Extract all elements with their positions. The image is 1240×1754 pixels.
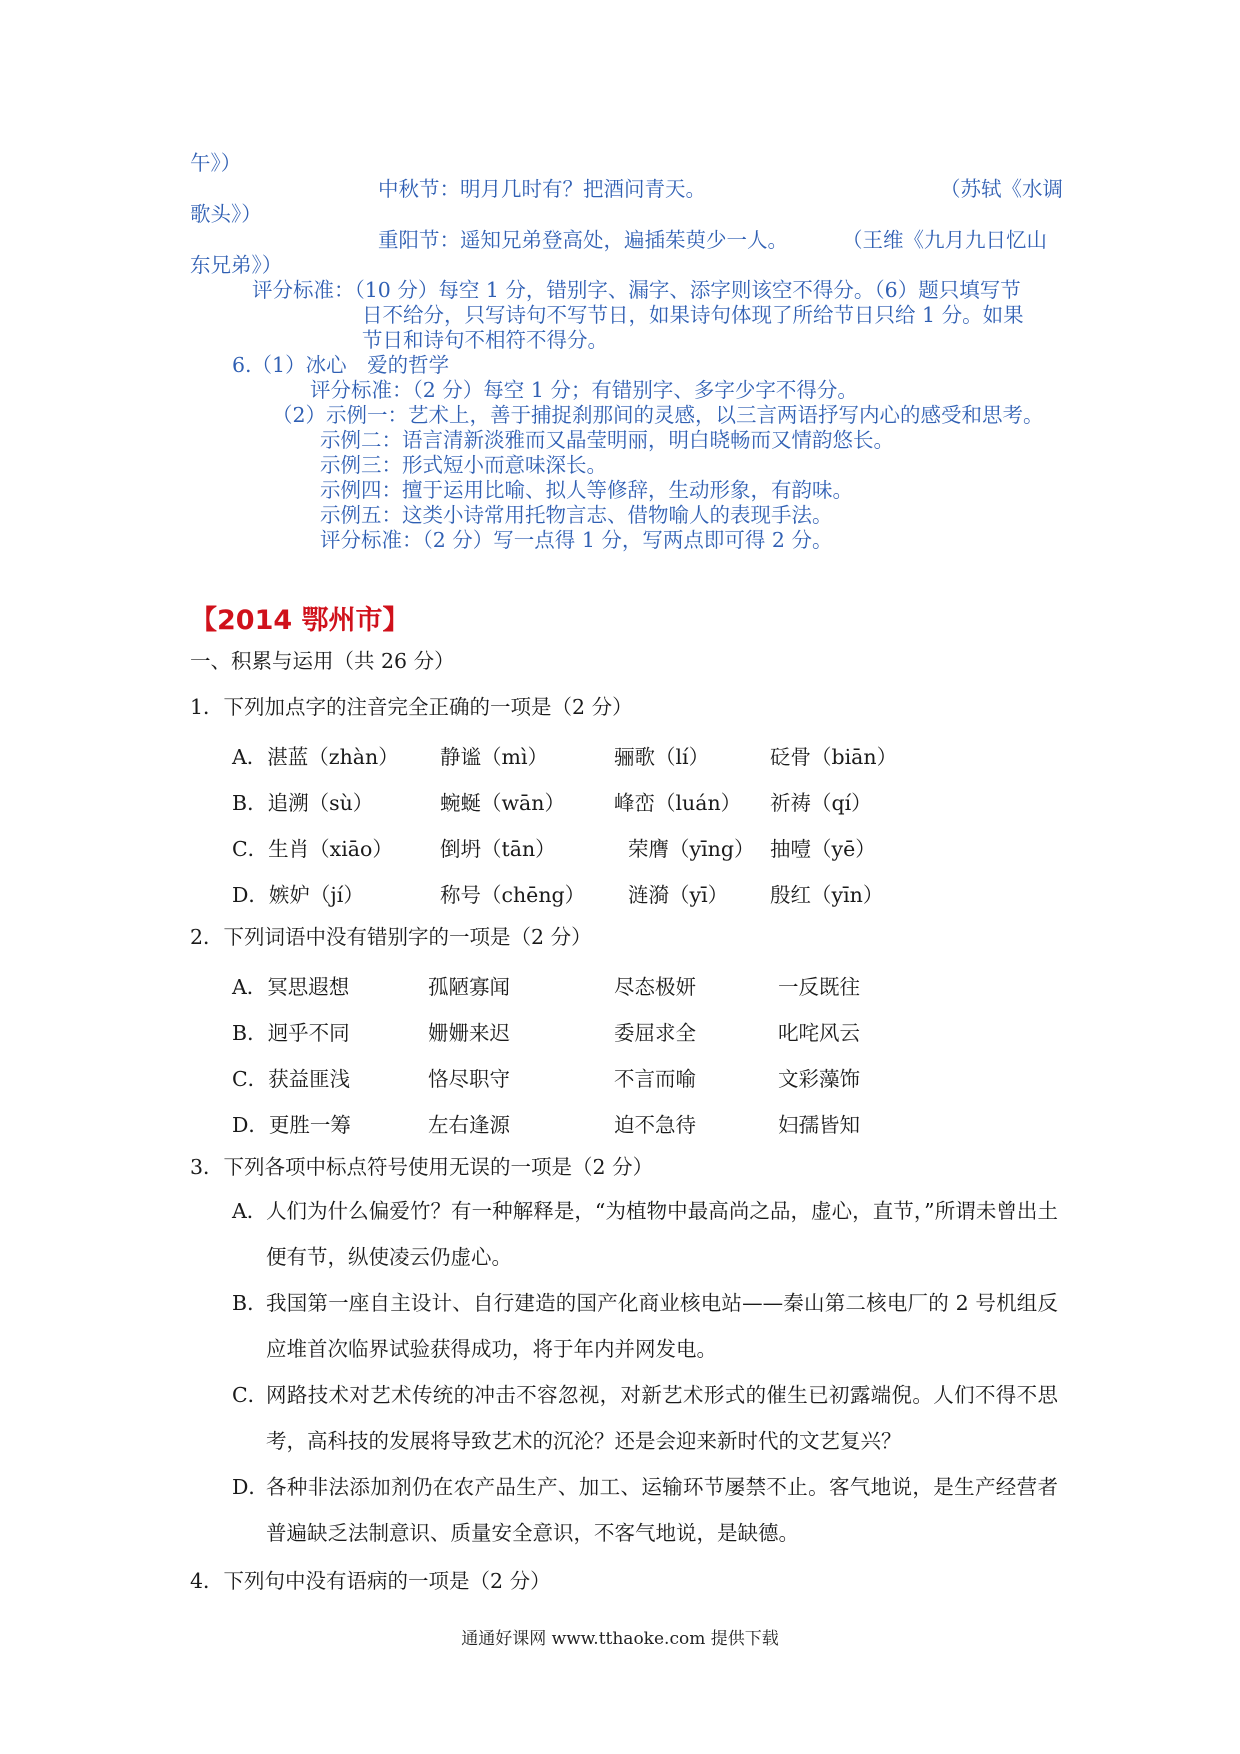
option-item: A．冥思遐想 — [232, 975, 350, 999]
scoring-criteria: 评分标准：（10 分）每空 1 分，错别字、漏字、添字则该空不得分。（6）题只填写节 — [252, 278, 1021, 302]
paragraph-option — [232, 1188, 1058, 1280]
option-item: 委屈求全 — [614, 1021, 696, 1045]
paragraph-option — [232, 1372, 1058, 1464]
scoring-criteria: 评分标准：（2 分）写一点得 1 分，写两点即可得 2 分。 — [320, 528, 833, 552]
option-item: 尽态极妍 — [614, 975, 696, 999]
option-item: D．更胜一筹 — [232, 1113, 351, 1137]
page-footer: 通通好课网 www.tthaoke.com 提供下载 — [461, 1629, 779, 1649]
paragraph-option — [232, 1464, 1058, 1556]
option-item: 迫不急待 — [614, 1113, 696, 1137]
answer-q6: 6.（1）冰心 爱的哲学 — [232, 353, 450, 377]
option-item: D．嫉妒（jí） — [232, 883, 364, 907]
example-line: 示例五：这类小诗常用托物言志、借物喻人的表现手法。 — [320, 503, 833, 527]
option-item: 抽噎（yē） — [770, 837, 876, 861]
option-item: 孤陋寡闻 — [428, 975, 510, 999]
option-text: 我国第一座自主设计、自行建造的国产化商业核电站——秦山第二核电厂的 2 号机组反应堆首次临界试验获得成功，将于年内并网发电。 — [266, 1291, 1058, 1361]
option-item: 称号（chēng） — [440, 883, 586, 907]
option-item: 妇孺皆知 — [778, 1113, 860, 1137]
option-label: A． — [232, 1199, 268, 1223]
option-text: 人们为什么偏爱竹？有一种解释是，“为植物中最高尚之品，虚心，直节，”所谓未曾出土便有节，纵使凌云仍虚心。 — [266, 1199, 1058, 1269]
option-item: B．追溯（sù） — [232, 791, 374, 815]
option-label: D． — [232, 1475, 269, 1499]
example-line: 示例三：形式短小而意味深长。 — [320, 453, 607, 477]
option-text: 网路技术对艺术传统的冲击不容忽视，对新艺术形式的催生已初露端倪。人们不得不思考，高科技的发展将导致艺术的沉沦？还是会迎来新时代的文艺复兴？ — [266, 1383, 1058, 1453]
option-item: 砭骨（biān） — [770, 745, 898, 769]
answer-line: 午》） — [190, 151, 242, 175]
example-line: 示例四：擅于运用比喻、拟人等修辞，生动形象，有韵味。 — [320, 478, 853, 502]
option-item: C．获益匪浅 — [232, 1067, 351, 1091]
option-label: C． — [232, 1383, 269, 1407]
option-text: 各种非法添加剂仍在农产品生产、加工、运输环节屡禁不止。客气地说，是生产经营者普遍缺乏法制意识、质量安全意识，不客气地说，是缺德。 — [266, 1475, 1058, 1545]
example-line: （2）示例一：艺术上，善于捕捉刹那间的灵感，以三言两语抒写内心的感受和思考。 — [272, 403, 1044, 427]
example-line: 示例二：语言清新淡雅而又晶莹明丽，明白晓畅而又情韵悠长。 — [320, 428, 894, 452]
option-item: 骊歌（lí） — [614, 745, 710, 769]
option-label: B． — [232, 1291, 268, 1315]
scoring-criteria: 节日和诗句不相符不得分。 — [362, 328, 608, 352]
section-title: 【2014 鄂州市】 — [190, 605, 410, 636]
question-stem: 1．下列加点字的注音完全正确的一项是（2 分） — [190, 695, 633, 719]
option-item: 一反既往 — [778, 975, 860, 999]
option-item: 祈祷（qí） — [770, 791, 872, 815]
answer-line: 中秋节：明月几时有？把酒问青天。 — [378, 177, 706, 201]
option-item: 蜿蜒（wān） — [440, 791, 565, 815]
answer-line: 东兄弟》） — [190, 253, 283, 277]
option-item: 恪尽职守 — [428, 1067, 510, 1091]
option-item: 荣膺（yīng） — [628, 837, 755, 861]
question-stem: 2．下列词语中没有错别字的一项是（2 分） — [190, 925, 592, 949]
option-item: 峰峦（luán） — [614, 791, 742, 815]
option-item: 不言而喻 — [614, 1067, 696, 1091]
answer-line: （苏轼《水调 — [940, 177, 1063, 201]
part-heading: 一、积累与运用（共 26 分） — [190, 649, 455, 673]
paragraph-option — [232, 1280, 1058, 1372]
question-stem: 4．下列句中没有语病的一项是（2 分） — [190, 1569, 551, 1593]
option-item: 倒坍（tān） — [440, 837, 556, 861]
option-item: 姗姗来迟 — [428, 1021, 510, 1045]
option-item: 叱咤风云 — [778, 1021, 860, 1045]
answer-line: （王维《九月九日忆山 — [842, 228, 1047, 252]
option-item: 涟漪（yī） — [628, 883, 729, 907]
answer-line: 歌头》） — [190, 202, 262, 226]
option-item: 静谧（mì） — [440, 745, 548, 769]
option-item: 殷红（yīn） — [770, 883, 884, 907]
option-item: 文彩藻饰 — [778, 1067, 860, 1091]
option-item: B．迥乎不同 — [232, 1021, 350, 1045]
question-stem: 3．下列各项中标点符号使用无误的一项是（2 分） — [190, 1155, 654, 1179]
scoring-criteria: 日不给分，只写诗句不写节日，如果诗句体现了所给节日只给 1 分。如果 — [362, 303, 1024, 327]
option-item: C．生肖（xiāo） — [232, 837, 393, 861]
option-item: A．湛蓝（zhàn） — [232, 745, 399, 769]
option-item: 左右逢源 — [428, 1113, 510, 1137]
scoring-criteria: 评分标准：（2 分）每空 1 分；有错别字、多字少字不得分。 — [310, 378, 858, 402]
answer-line: 重阳节：遥知兄弟登高处，遍插茱萸少一人。 — [378, 228, 788, 252]
